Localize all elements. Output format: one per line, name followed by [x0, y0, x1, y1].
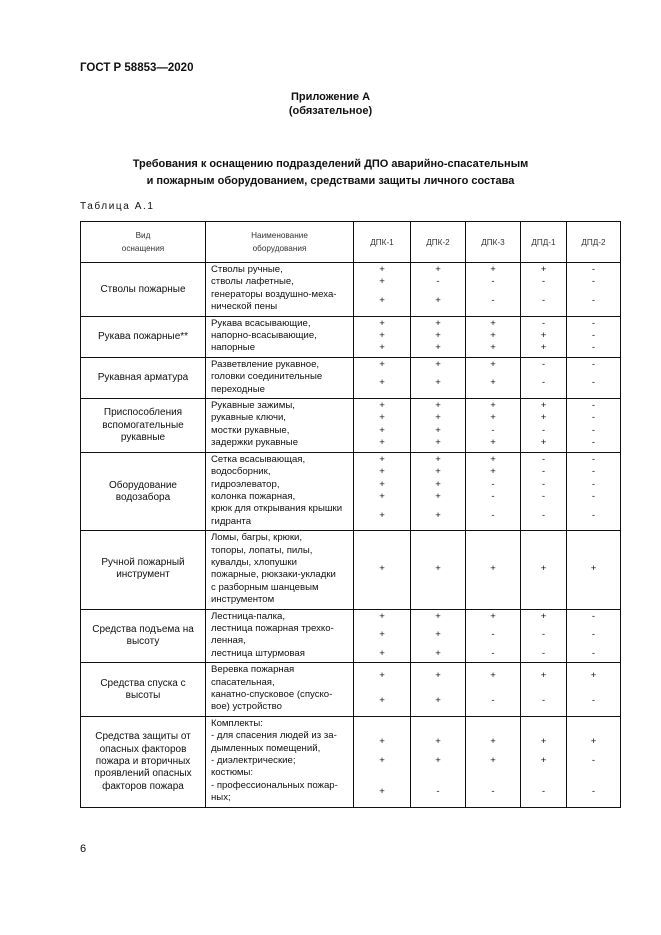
requirement-mark: -	[521, 371, 567, 398]
requirement-mark: +	[354, 371, 411, 398]
requirement-mark: +	[354, 466, 411, 478]
requirement-mark: -	[567, 276, 621, 288]
requirement-mark: -	[521, 503, 567, 530]
requirement-mark: -	[466, 479, 521, 491]
equipment-name: колонка пожарная,	[206, 491, 354, 503]
requirement-mark: -	[411, 780, 466, 807]
requirement-mark: -	[466, 648, 521, 663]
requirement-mark: -	[567, 452, 621, 466]
requirement-mark	[411, 767, 466, 779]
requirement-mark: +	[567, 663, 621, 689]
requirement-mark: +	[466, 609, 521, 623]
requirement-mark: +	[567, 531, 621, 609]
requirement-mark: +	[521, 755, 567, 767]
requirement-mark: -	[567, 503, 621, 530]
requirement-mark	[567, 716, 621, 730]
table-row	[81, 316, 621, 330]
requirement-mark: -	[567, 623, 621, 648]
requirement-mark: -	[567, 437, 621, 452]
equipment-name: генераторы воздушно-меха- нической пены	[206, 289, 354, 316]
equipment-name: рукавные ключи,	[206, 412, 354, 424]
equipment-name: - профессиональных пожар- ных;	[206, 780, 354, 807]
requirement-mark: +	[411, 755, 466, 767]
requirement-mark: +	[521, 437, 567, 452]
column-header: ДПК-2	[411, 222, 466, 263]
requirement-mark: +	[466, 316, 521, 330]
requirement-mark: +	[521, 531, 567, 609]
requirement-mark: +	[411, 609, 466, 623]
requirement-mark: -	[466, 503, 521, 530]
requirement-mark: +	[466, 755, 521, 767]
equipment-name: стволы лафетные,	[206, 276, 354, 288]
equipment-name: Комплекты:	[206, 716, 354, 730]
requirement-mark: -	[466, 491, 521, 503]
equipment-kind: Рукавная арматура	[81, 357, 206, 398]
requirement-mark: +	[466, 531, 521, 609]
equipment-kind: Ручной пожарный инструмент	[81, 531, 206, 609]
requirement-mark: -	[567, 425, 621, 437]
requirement-mark: +	[354, 412, 411, 424]
equipment-name: лестница пожарная трехко- ленная,	[206, 623, 354, 648]
requirement-mark: -	[567, 609, 621, 623]
requirement-mark: +	[354, 491, 411, 503]
requirement-mark	[521, 716, 567, 730]
requirement-mark	[521, 767, 567, 779]
requirement-mark	[567, 767, 621, 779]
equipment-kind: Оборудование водозабора	[81, 452, 206, 530]
requirement-mark: +	[466, 357, 521, 371]
requirement-mark: -	[567, 316, 621, 330]
requirement-mark: -	[521, 623, 567, 648]
requirement-mark: -	[567, 263, 621, 277]
requirement-mark: +	[411, 491, 466, 503]
equipment-name: Рукава всасывающие,	[206, 316, 354, 330]
equipment-name: Рукавные зажимы,	[206, 399, 354, 413]
column-header: ДПК-1	[354, 222, 411, 263]
equipment-name: канатно-спусковое (спуско- вое) устройство	[206, 689, 354, 716]
table-label: Таблица А.1	[80, 201, 155, 212]
requirement-mark: -	[466, 689, 521, 716]
table-row	[81, 263, 621, 277]
requirement-mark: +	[411, 263, 466, 277]
requirement-mark: +	[411, 479, 466, 491]
requirement-mark: +	[411, 289, 466, 316]
requirement-mark: -	[567, 689, 621, 716]
equipment-kind: Стволы пожарные	[81, 263, 206, 317]
column-header: ДПК-3	[466, 222, 521, 263]
requirement-mark: -	[567, 371, 621, 398]
page-number: 6	[80, 843, 87, 855]
requirement-mark: +	[354, 425, 411, 437]
table-row	[81, 531, 621, 609]
requirement-mark: +	[354, 755, 411, 767]
requirement-mark: -	[521, 466, 567, 478]
equipment-kind: Средства спуска с высоты	[81, 663, 206, 717]
requirement-mark: -	[567, 289, 621, 316]
requirement-mark: +	[521, 412, 567, 424]
requirement-mark	[354, 767, 411, 779]
requirement-mark: -	[567, 466, 621, 478]
requirement-mark: -	[521, 452, 567, 466]
equipment-name: костюмы:	[206, 767, 354, 779]
requirement-mark: +	[354, 503, 411, 530]
requirement-mark: +	[466, 730, 521, 755]
requirement-mark	[466, 767, 521, 779]
requirement-mark: -	[466, 780, 521, 807]
table-row	[81, 609, 621, 623]
requirement-mark: +	[354, 531, 411, 609]
requirement-mark: +	[521, 609, 567, 623]
requirement-mark: +	[354, 276, 411, 288]
equipment-name: мостки рукавные,	[206, 425, 354, 437]
equipment-table	[80, 221, 621, 808]
requirement-mark: -	[521, 780, 567, 807]
requirement-mark: +	[354, 263, 411, 277]
requirement-mark: +	[354, 316, 411, 330]
document-code: ГОСТ Р 58853—2020	[80, 62, 194, 74]
requirement-mark: -	[521, 479, 567, 491]
requirement-mark: -	[466, 425, 521, 437]
requirement-mark: +	[411, 503, 466, 530]
equipment-name: Сетка всасывающая,	[206, 452, 354, 466]
requirement-mark: +	[354, 780, 411, 807]
requirement-mark: +	[411, 399, 466, 413]
requirement-mark: -	[521, 491, 567, 503]
table-row	[81, 357, 621, 371]
equipment-name: - диэлектрические;	[206, 755, 354, 767]
requirement-mark: -	[521, 425, 567, 437]
requirement-mark: +	[466, 466, 521, 478]
requirement-mark: +	[466, 263, 521, 277]
requirement-mark: +	[411, 425, 466, 437]
requirement-mark	[354, 716, 411, 730]
requirement-mark: +	[466, 330, 521, 342]
requirement-mark: -	[567, 330, 621, 342]
requirement-mark: -	[567, 648, 621, 663]
equipment-kind: Средства защиты от опасных факторов пожара и вторичных проявлений опасных факторов пожара	[81, 716, 206, 807]
requirement-mark: +	[411, 730, 466, 755]
requirement-mark: +	[354, 289, 411, 316]
requirement-mark: +	[411, 437, 466, 452]
requirement-mark: -	[521, 648, 567, 663]
requirement-mark: +	[354, 623, 411, 648]
requirement-mark: +	[411, 452, 466, 466]
requirement-mark: +	[411, 412, 466, 424]
equipment-name: Ломы, багры, крюки, топоры, лопаты, пилы, кувалды, хлопушки пожарные, рюкзаки-укладки с разборным шанцевым инструментом	[206, 531, 354, 609]
requirement-mark: -	[521, 276, 567, 288]
equipment-name: напорные	[206, 342, 354, 357]
section-heading: Требования к оснащению подразделений ДПО аварийно-спасательным и пожарным оборудованием, средствами защиты личного состава	[132, 158, 529, 187]
requirement-mark: +	[354, 730, 411, 755]
table-row	[81, 452, 621, 466]
requirement-mark: +	[411, 663, 466, 689]
requirement-mark: -	[567, 412, 621, 424]
requirement-mark: +	[521, 342, 567, 357]
requirement-mark: +	[354, 342, 411, 357]
requirement-mark: -	[567, 399, 621, 413]
requirement-mark: +	[466, 452, 521, 466]
equipment-name: водосборник,	[206, 466, 354, 478]
requirement-mark: +	[411, 648, 466, 663]
requirement-mark	[466, 716, 521, 730]
equipment-name: Разветвление рукавное,	[206, 357, 354, 371]
requirement-mark: -	[521, 689, 567, 716]
requirement-mark: -	[466, 623, 521, 648]
requirement-mark: +	[354, 648, 411, 663]
requirement-mark: +	[466, 371, 521, 398]
requirement-mark: +	[354, 479, 411, 491]
column-header: Вид оснащения	[81, 222, 206, 263]
requirement-mark: -	[466, 276, 521, 288]
requirement-mark: +	[354, 399, 411, 413]
annex-type: (обязательное)	[288, 105, 373, 117]
equipment-kind: Средства подъема на высоту	[81, 609, 206, 663]
requirement-mark: -	[521, 357, 567, 371]
equipment-name: головки соединительные переходные	[206, 371, 354, 398]
table-row	[81, 663, 621, 689]
equipment-name: Лестница-палка,	[206, 609, 354, 623]
equipment-name: задержки рукавные	[206, 437, 354, 452]
equipment-name: Веревка пожарная спасательная,	[206, 663, 354, 689]
requirement-mark: +	[411, 371, 466, 398]
requirement-mark: -	[567, 755, 621, 767]
requirement-mark: +	[411, 316, 466, 330]
requirement-mark: +	[411, 357, 466, 371]
requirement-mark: -	[567, 357, 621, 371]
equipment-name: - для спасения людей из за- дымленных помещений,	[206, 730, 354, 755]
requirement-mark: +	[354, 357, 411, 371]
requirement-mark: +	[354, 452, 411, 466]
equipment-kind: Приспособления вспомогательные рукавные	[81, 399, 206, 453]
requirement-mark: -	[411, 276, 466, 288]
requirement-mark: +	[466, 342, 521, 357]
requirement-mark: +	[354, 689, 411, 716]
annex-title: Приложение А	[290, 91, 371, 103]
requirement-mark: +	[411, 466, 466, 478]
equipment-name: Стволы ручные,	[206, 263, 354, 277]
requirement-mark: +	[521, 399, 567, 413]
equipment-name: напорно-всасывающие,	[206, 330, 354, 342]
requirement-mark: -	[567, 479, 621, 491]
requirement-mark: +	[466, 437, 521, 452]
table-row	[81, 716, 621, 730]
requirement-mark: +	[466, 399, 521, 413]
requirement-mark: +	[354, 330, 411, 342]
column-header: ДПД-1	[521, 222, 567, 263]
requirement-mark: +	[521, 663, 567, 689]
requirement-mark: -	[521, 316, 567, 330]
requirement-mark: +	[354, 609, 411, 623]
requirement-mark: +	[411, 342, 466, 357]
requirement-mark: -	[567, 342, 621, 357]
requirement-mark: -	[521, 289, 567, 316]
requirement-mark: +	[521, 730, 567, 755]
requirement-mark: +	[567, 730, 621, 755]
requirement-mark: -	[466, 289, 521, 316]
requirement-mark: +	[411, 531, 466, 609]
requirement-mark: +	[354, 437, 411, 452]
requirement-mark: +	[411, 689, 466, 716]
column-header: ДПД-2	[567, 222, 621, 263]
requirement-mark: +	[354, 663, 411, 689]
table-row	[81, 399, 621, 413]
column-header: Наименование оборудования	[206, 222, 354, 263]
equipment-name: крюк для открывания крышки гидранта	[206, 503, 354, 530]
equipment-name: гидроэлеватор,	[206, 479, 354, 491]
requirement-mark: +	[411, 623, 466, 648]
requirement-mark: -	[567, 491, 621, 503]
requirement-mark: -	[567, 780, 621, 807]
requirement-mark: +	[521, 330, 567, 342]
requirement-mark: +	[411, 330, 466, 342]
table-header-row	[81, 222, 621, 263]
equipment-kind: Рукава пожарные**	[81, 316, 206, 357]
requirement-mark	[411, 716, 466, 730]
requirement-mark: +	[521, 263, 567, 277]
equipment-name: лестница штурмовая	[206, 648, 354, 663]
requirement-mark: +	[466, 663, 521, 689]
requirement-mark: +	[466, 412, 521, 424]
